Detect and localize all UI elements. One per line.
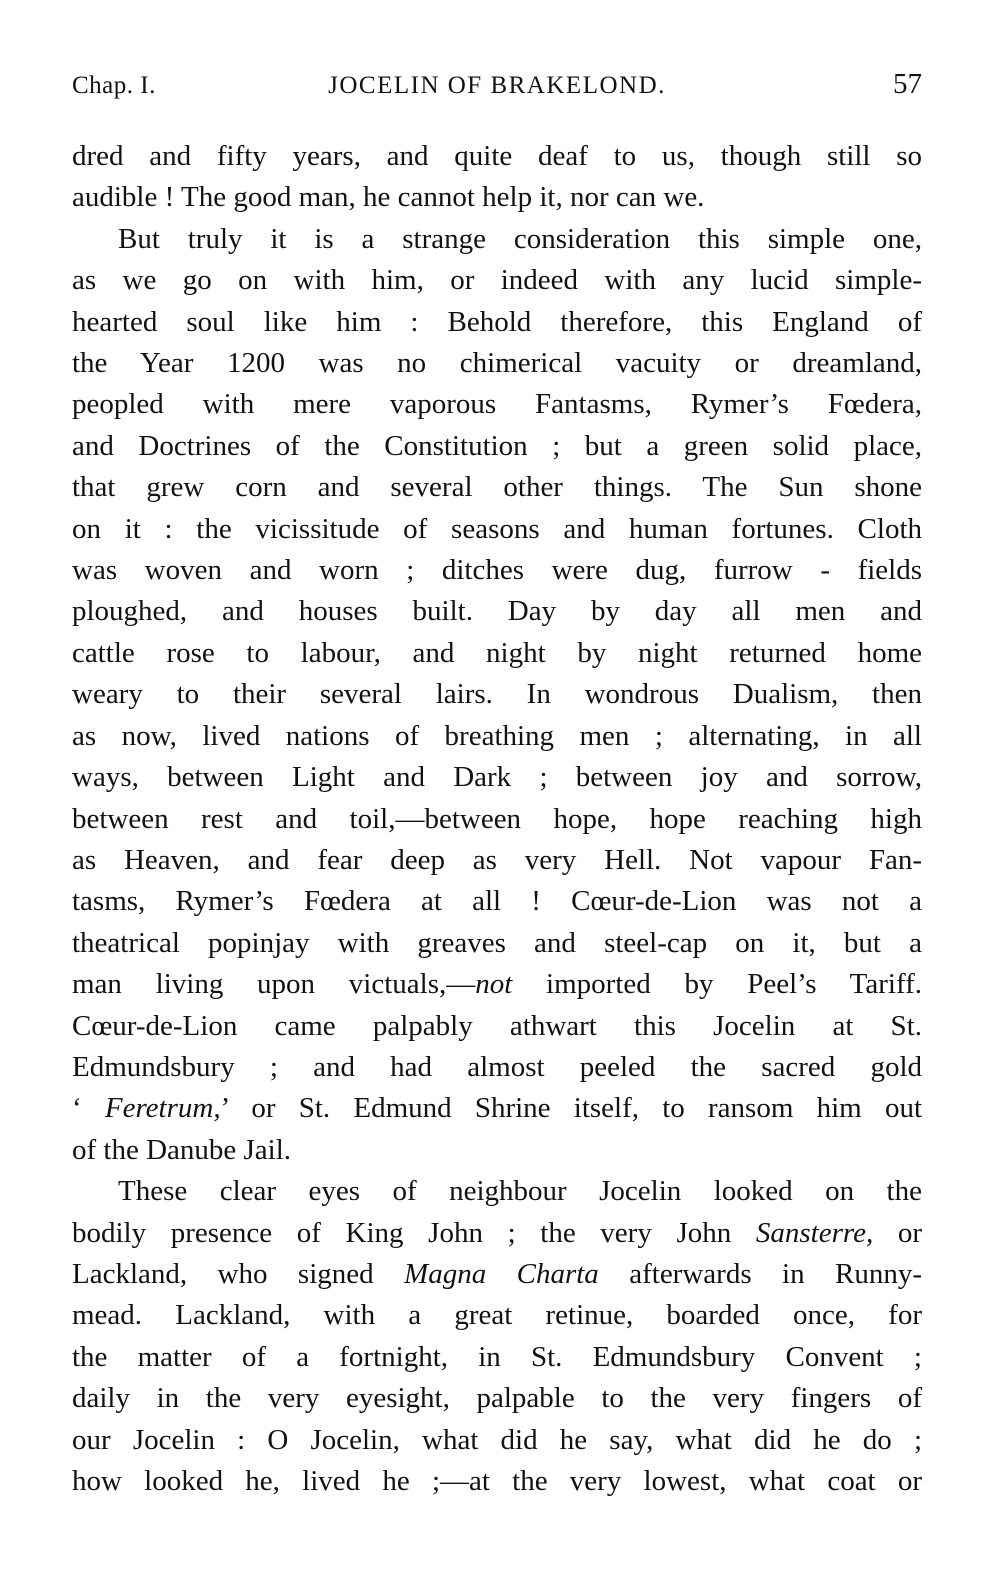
text-line: These clear eyes of neighbour Jocelin looked on the <box>118 1175 922 1208</box>
text-line: mead. Lackland, with a great retinue, boarded once, for <box>72 1299 922 1332</box>
body-text <box>72 136 922 1502</box>
running-header <box>72 70 922 100</box>
header-chapter-label: Chap. I. <box>72 72 156 99</box>
header-page-number: 57 <box>893 68 922 100</box>
text-line: But truly it is a strange consideration this simple one, <box>118 222 922 255</box>
header-title: JOCELIN OF BRAKELOND. <box>328 72 666 99</box>
text-line: weary to their several lairs. In wondrous Dualism, then <box>72 678 922 711</box>
text-line: the matter of a fortnight, in St. Edmundsbury Convent ; <box>72 1340 922 1373</box>
text-line: daily in the very eyesight, palpable to the very fingers of <box>72 1382 922 1415</box>
text-line: of the Danube Jail. <box>72 1133 292 1166</box>
text-line: and Doctrines of the Constitution ; but a green solid place, <box>72 429 922 462</box>
text-line: man living upon victuals,—not imported by Peel’s Tariff. <box>72 968 922 1001</box>
text-line: Lackland, who signed Magna Charta afterwards in Runny- <box>72 1257 922 1290</box>
text-line: Edmundsbury ; and had almost peeled the sacred gold <box>72 1050 922 1083</box>
text-line: ploughed, and houses built. Day by day all men and <box>72 595 922 628</box>
text-line: cattle rose to labour, and night by night returned home <box>72 636 922 669</box>
italic-text: not <box>475 968 513 1001</box>
text-line: hearted soul like him : Behold therefore, this England of <box>72 305 922 338</box>
italic-text: Sansterre, <box>755 1216 874 1249</box>
text-line: as Heaven, and fear deep as very Hell. Not vapour Fan- <box>72 843 922 876</box>
text-line: bodily presence of King John ; the very John Sansterre, or <box>72 1216 922 1249</box>
text-line: ‘ Feretrum,’ or St. Edmund Shrine itself, to ransom him out <box>72 1092 922 1125</box>
text-line: peopled with mere vaporous Fantasms, Rymer’s Fœdera, <box>72 388 922 421</box>
text-line: as we go on with him, or indeed with any lucid simple- <box>72 264 922 297</box>
text-line: on it : the vicissitude of seasons and human fortunes. Cloth <box>72 512 922 545</box>
text-line: Cœur-de-Lion came palpably athwart this Jocelin at St. <box>72 1009 922 1042</box>
text-line: our Jocelin : O Jocelin, what did he say, what did he do ; <box>72 1423 922 1456</box>
paragraph <box>72 136 922 219</box>
text-line: audible ! The good man, he cannot help it, nor can we. <box>72 181 705 214</box>
paragraph <box>72 1171 922 1502</box>
text-line: how looked he, lived he ;—at the very lowest, what coat or <box>72 1465 922 1497</box>
text-line: the Year 1200 was no chimerical vacuity or dreamland, <box>72 347 922 380</box>
italic-text: Magna Charta <box>404 1257 599 1290</box>
text-line: was woven and worn ; ditches were dug, furrow - fields <box>72 554 922 587</box>
text-line: tasms, Rymer’s Fœdera at all ! Cœur-de-Lion was not a <box>72 885 922 918</box>
italic-text: Feretrum, <box>104 1092 221 1125</box>
paragraph <box>72 219 922 1171</box>
text-line: theatrical popinjay with greaves and steel-cap on it, but a <box>72 926 922 959</box>
text-line: that grew corn and several other things. The Sun shone <box>72 471 922 504</box>
text-line: between rest and toil,—between hope, hope reaching high <box>72 802 922 835</box>
text-line: as now, lived nations of breathing men ; alternating, in all <box>72 719 922 752</box>
text-line: ways, between Light and Dark ; between joy and sorrow, <box>72 761 922 794</box>
text-line: dred and fifty years, and quite deaf to us, though still so <box>72 140 922 172</box>
